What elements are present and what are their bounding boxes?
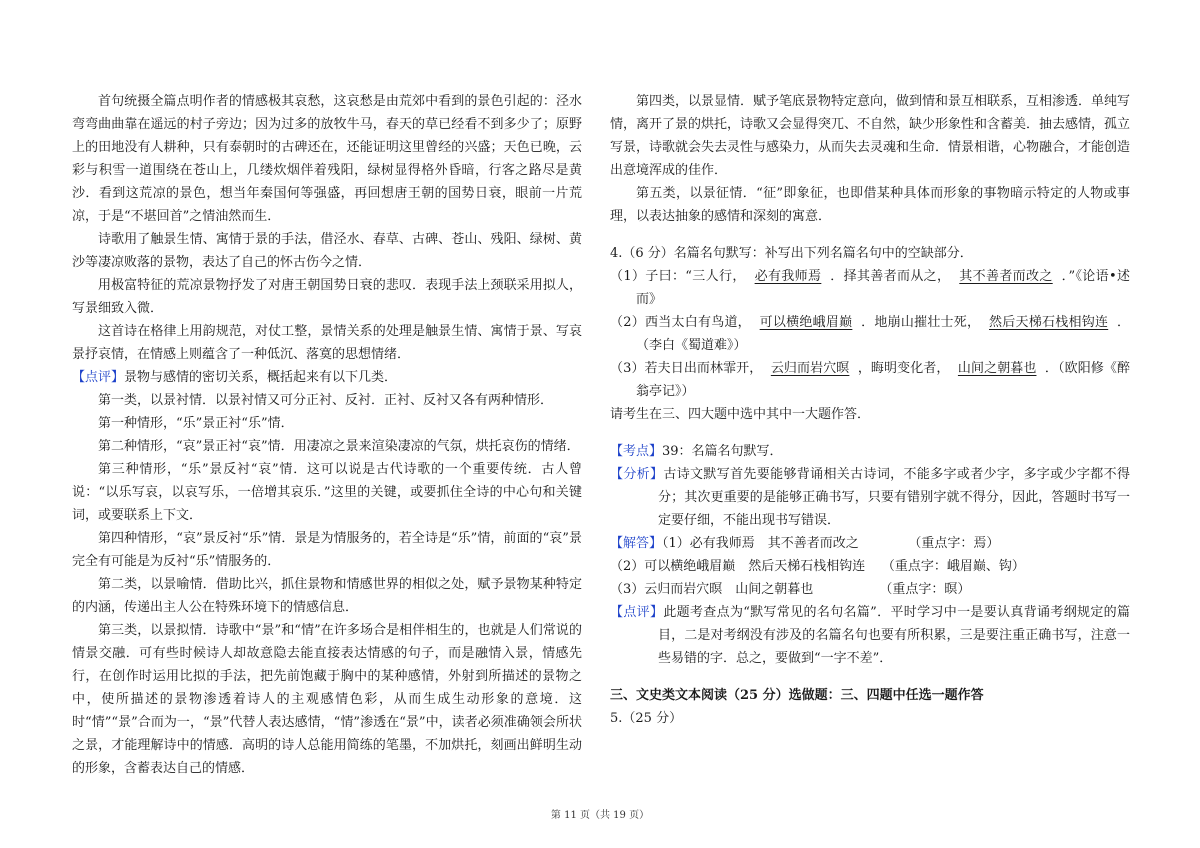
question-4-item-1 bbox=[610, 265, 1130, 311]
case-2: 第二种情形，“哀”景正衬“哀”情．用凄凉之景来渲染凄凉的气氛，烘托哀伤的情绪． bbox=[98, 439, 580, 454]
fenxi-text: 古诗文默写首先要能够背诵相关古诗词，不能多字或者少字，多字或少字都不得分；其次更重要的是能够正确书写，只要有错别字就不得分，因此，答题时书写一定要仔细，不能出现书写错误． bbox=[658, 467, 1130, 528]
answer-3: （3）云归而岩穴暝 山间之朝暮也 bbox=[610, 582, 814, 597]
case-4: 第四种情形，“哀”景反衬“乐”情．景是为情服务的，若全诗是“乐”情，前面的“哀”景完全有可能是为反衬“乐”情服务的． bbox=[72, 531, 582, 569]
answer-2-line bbox=[610, 555, 1130, 578]
category-4: 第四类，以景显情．赋予笔底景物特定意向，做到情和景互相联系，互相渗透．单纯写情，离开了景的烘托，诗歌又会显得突兀、不自然，缺少形象性和含蓄美．抽去感情，孤立写景，诗歌就会失去灵性与感染力，从而失去灵魂和生命．情景相谐，心物融合，才能创造出意境浑成的佳作． bbox=[610, 94, 1131, 178]
q4-1-text-c: ．”《论语•述而》 bbox=[636, 269, 1130, 307]
question-5-title: 5.（25 分） bbox=[610, 711, 683, 726]
review-text: 景物与感情的密切关系，概括起来有以下几类． bbox=[124, 370, 398, 385]
fenxi-tag: 【分析】 bbox=[610, 467, 664, 482]
fenxi-line bbox=[610, 463, 1130, 532]
dianping-line bbox=[610, 601, 1130, 670]
category-5: 第五类，以景征情．“征”即象征，也即借某种具体而形象的事物暗示特定的人物或事理，以表达抽象的感情和深刻的寓意． bbox=[610, 186, 1130, 224]
q4-2-text-c: ．（李白《蜀道难》） bbox=[636, 315, 1130, 353]
category-1: 第一类，以景衬情．以景衬情又可分正衬、反衬．正衬、反衬又各有两种情形． bbox=[98, 393, 554, 408]
category-2: 第二类，以景喻情．借助比兴，抓住景物和情感世界的相似之处，赋予景物某种特定的内涵，传递出主人公在特殊环境下的情感信息． bbox=[72, 577, 582, 615]
q4-1-blank-2: 其不善者而改之 bbox=[959, 269, 1053, 284]
answer-1-key: （重点字：焉） bbox=[908, 536, 1000, 551]
q4-3-text-b: ，晦明变化者， bbox=[857, 361, 950, 376]
q4-3-text-c: ．（欧阳修《醉翁亭记》） bbox=[636, 361, 1130, 399]
analysis-paragraph-3: 用极富特征的荒凉景物抒发了对唐王朝国势日衰的悲叹．表现手法上颈联采用拟人，写景细致入微． bbox=[72, 278, 582, 316]
q4-2-blank-1: 可以横绝峨眉巅 bbox=[759, 315, 853, 330]
page-number: 第 11 页（共 19 页） bbox=[550, 810, 650, 821]
choose-instruction: 请考生在三、四大题中选中其中一大题作答． bbox=[610, 407, 871, 422]
q4-1-text-b: ．择其善者而从之， bbox=[830, 269, 951, 284]
answer-2: （2）可以横绝峨眉巅 然后天梯石栈相钩连 bbox=[610, 559, 866, 574]
right-column bbox=[610, 90, 1130, 730]
q4-3-blank-2: 山间之朝暮也 bbox=[957, 361, 1037, 376]
spacer bbox=[610, 228, 1130, 242]
answer-1: （1）必有我师焉 其不善者而改之 bbox=[662, 536, 859, 551]
q4-2-blank-2: 然后天梯石栈相钩连 bbox=[989, 315, 1109, 330]
left-column bbox=[72, 90, 582, 780]
q4-2-text-b: ．地崩山摧壮士死， bbox=[861, 315, 981, 330]
dianping-tag: 【点评】 bbox=[610, 605, 664, 620]
q4-1-text-a: （1）子曰：“三人行， bbox=[610, 269, 746, 284]
analysis-paragraph-4: 这首诗在格律上用韵规范，对仗工整，景情关系的处理是触景生情、寓情于景、写哀景抒哀情，在情感上则蕴含了一种低沉、落寞的思想情绪． bbox=[72, 324, 582, 362]
jieda-tag: 【解答】 bbox=[610, 536, 663, 551]
section-3-heading: 三、文史类文本阅读（25 分）选做题：三、四题中任选一题作答 bbox=[610, 688, 984, 703]
question-4-title: 4.（6 分）名篇名句默写：补写出下列名篇名句中的空缺部分． bbox=[610, 246, 973, 261]
spacer bbox=[610, 670, 1130, 684]
q4-1-blank-1: 必有我师焉 bbox=[754, 269, 822, 284]
category-3: 第三类，以景拟情．诗歌中“景”和“情”在许多场合是相伴相生的，也就是人们常说的情景交融．可有些时候诗人却故意隐去能直接表达情感的句子，而是融情入景，情感先行，在创作时运用比拟的手法，把先前饱藏于胸中的某种感情，外射到所描述的景物之中，使所描述的景物渗透着诗人的主观感情色彩，从而生成生动形象的意境．这时“情”“景”合而为一，“景”代替人表达感情，“情”渗透在“景”中，读者必须准确领会所状之景，才能理解诗中的情感．高明的诗人总能用简练的笔墨，不加烘托，刻画出鲜明生动的形象，含蓄表达自己的情感． bbox=[72, 623, 582, 776]
spacer bbox=[610, 426, 1130, 440]
jieda-line bbox=[610, 532, 1130, 555]
question-4-item-2 bbox=[610, 311, 1130, 357]
dianping-text: 此题考查点为“默写常见的名句名篇”．平时学习中一是要认真背诵考纲规定的篇目，二是对考纲没有涉及的名篇名句也要有所积累，三是要注重正确书写，注意一些易错的字．总之，要做到“一字不差”． bbox=[658, 605, 1130, 666]
analysis-paragraph-1: 首句统摄全篇点明作者的情感极其哀愁，这哀愁是由荒郊中看到的景色引起的：泾水弯弯曲曲靠在遥远的村子旁边；因为过多的放牧牛马，春天的草已经看不到多少了；原野上的田地没有人耕种，只有泰朝时的古碑还在，还能证明这里曾经的兴盛；天色已晚，云彩与积雪一道围绕在苍山上，几缕炊烟伴着残阳，绿树显得格外昏暗，行客之路尽是黄沙．看到这荒凉的景色，想当年秦国何等强盛，再回想唐王朝的国势日衰，眼前一片荒凉，于是“不堪回首”之情油然而生． bbox=[72, 94, 582, 224]
answer-3-line bbox=[610, 578, 1130, 601]
kaodian-line bbox=[610, 440, 1130, 463]
kaodian-tag: 【考点】 bbox=[610, 444, 663, 459]
q4-2-text-a: （2）西当太白有鸟道， bbox=[610, 315, 751, 330]
case-1: 第一种情形，“乐”景正衬“乐”情． bbox=[98, 416, 294, 431]
kaodian-text: 39：名篇名句默写． bbox=[662, 444, 783, 459]
review-line bbox=[72, 366, 582, 389]
q4-3-text-a: （3）若夫日出而林霏开， bbox=[610, 361, 763, 376]
question-4-item-3 bbox=[610, 357, 1130, 403]
answer-2-key: （重点字：峨眉巅、钩） bbox=[881, 559, 1025, 574]
case-3: 第三种情形，“乐”景反衬“哀”情．这可以说是古代诗歌的一个重要传统．古人曾说：“以乐写哀，以哀写乐，一倍增其哀乐．”这里的关键，或要抓住全诗的中心句和关键词，或要联系上下文． bbox=[72, 462, 582, 523]
review-tag: 【点评】 bbox=[72, 370, 125, 385]
analysis-paragraph-2: 诗歌用了触景生情、寓情于景的手法，借泾水、春草、古碑、苍山、残阳、绿树、黄沙等凄凉败落的景物，表达了自己的怀古伤今之情． bbox=[72, 232, 582, 270]
q4-3-blank-1: 云归而岩穴暝 bbox=[770, 361, 850, 376]
answer-3-key: （重点字：暝） bbox=[879, 582, 971, 597]
